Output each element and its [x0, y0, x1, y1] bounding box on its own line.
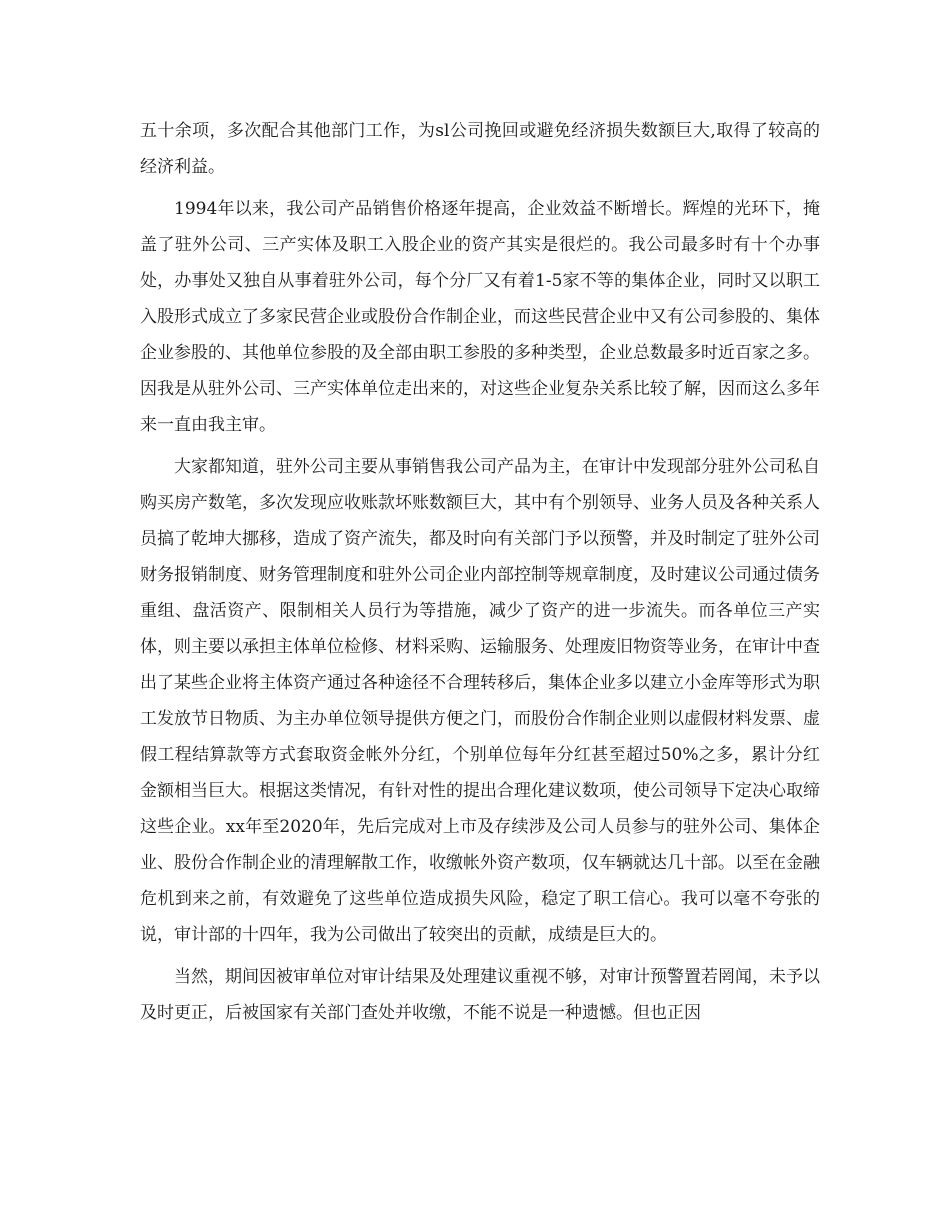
paragraph-4: 当然，期间因被审单位对审计结果及处理建议重视不够，对审计预警置若罔闻，未予以及时更正，后被国家有关部门查处并收缴，不能不说是一种遗憾。但也正因: [140, 967, 820, 1023]
paragraph-1: 五十余项，多次配合其他部门工作，为sl公司挽回或避免经济损失数额巨大,取得了较高的经济利益。: [140, 121, 820, 177]
paragraph-2: 1994年以来，我公司产品销售价格逐年提高，企业效益不断增长。辉煌的光环下，掩盖了驻外公司、三产实体及职工入股企业的资产其实是很烂的。我公司最多时有十个办事处，办事处又独自从事着驻外公司，每个分厂又有着1-5家不等的集体企业，同时又以职工入股形式成立了多家民营企业或股份合作制企业，而这些民营企业中又有公司参股的、集体企业参股的、其他单位参股的及全部由职工参股的多种类型，企业总数最多时近百家之多。因我是从驻外公司、三产实体单位走出来的，对这些企业复杂关系比较了解，因而这么多年来一直由我主审。: [140, 199, 820, 435]
paragraph-3: 大家都知道，驻外公司主要从事销售我公司产品为主，在审计中发现部分驻外公司私自购买房产数笔，多次发现应收账款坏账数额巨大，其中有个别领导、业务人员及各种关系人员搞了乾坤大挪移，造成了资产流失，都及时向有关部门予以预警，并及时制定了驻外公司财务报销制度、财务管理制度和驻外公司企业内部控制等规章制度，及时建议公司通过债务重组、盘活资产、限制相关人员行为等措施，减少了资产的进一步流失。而各单位三产实体，则主要以承担主体单位检修、材料采购、运输服务、处理废旧物资等业务，在审计中查出了某些企业将主体资产通过各种途径不合理转移后，集体企业多以建立小金库等形式为职工发放节日物质、为主办单位领导提供方便之门，而股份合作制企业则以虚假材料发票、虚假工程结算款等方式套取资金帐外分红，个别单位每年分红甚至超过50%之多，累计分红金额相当巨大。根据这类情况，有针对性的提出合理化建议数项，使公司领导下定决心取缔这些企业。xx年至2020年，先后完成对上市及存续涉及公司人员参与的驻外公司、集体企业、股份合作制企业的清理解散工作，收缴帐外资产数项，仅车辆就达几十部。以至在金融危机到来之前，有效避免了这些单位造成损失风险，稳定了职工信心。我可以毫不夸张的说，审计部的十四年，我为公司做出了较突出的贡献，成绩是巨大的。: [140, 457, 820, 945]
document-body: [140, 113, 820, 1037]
